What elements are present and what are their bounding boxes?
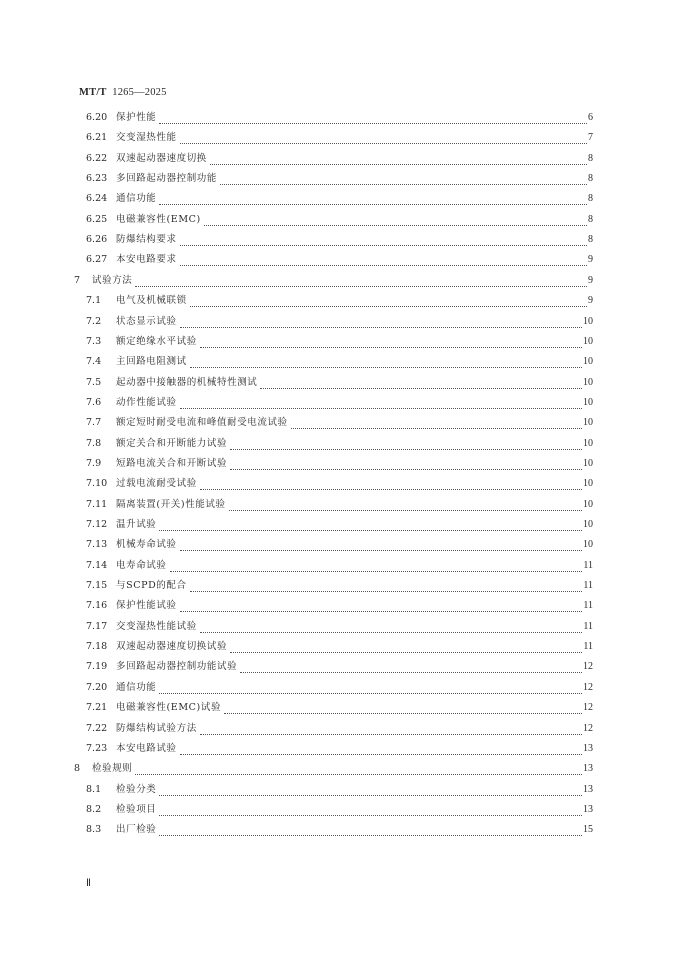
toc-entry[interactable]: [0, 108, 681, 128]
toc-entry[interactable]: [0, 759, 681, 779]
toc-entry-page: 10: [583, 437, 593, 449]
toc-entry-number: 7.18: [86, 641, 108, 653]
toc-leader-dots: [159, 835, 582, 836]
toc-entry-number: 7.4: [86, 356, 102, 368]
toc-entry[interactable]: [0, 515, 681, 535]
toc-entry-title: 短路电流关合和开断试验: [116, 457, 228, 469]
toc-entry-number: 6.20: [86, 112, 108, 123]
toc-entry-line: [116, 169, 593, 189]
toc-entry-number: 8.1: [86, 783, 102, 795]
toc-leader-dots: [224, 713, 582, 714]
toc-entry-number: 7.9: [86, 457, 102, 469]
toc-entry-title: 检验规则: [92, 763, 133, 775]
toc-entry-line: [116, 250, 593, 270]
toc-entry-line: [116, 739, 593, 759]
toc-entry-number: 7.16: [86, 600, 108, 612]
toc-entry-title: 电寿命试验: [116, 559, 167, 571]
toc-entry[interactable]: [0, 291, 681, 311]
toc-entry-number: 6.21: [86, 132, 108, 144]
toc-entry-page: 7: [588, 132, 593, 144]
toc-leader-dots: [230, 652, 582, 653]
toc-entry-page: 12: [583, 722, 593, 734]
toc-entry-page: 9: [588, 274, 593, 286]
toc-entry-title: 通信功能: [116, 681, 157, 693]
toc-entry-number: 7.23: [86, 742, 108, 754]
toc-entry-number: 7.13: [86, 539, 108, 551]
toc-entry-line: [116, 637, 593, 657]
toc-entry[interactable]: [0, 780, 681, 800]
toc-entry-line: [116, 291, 593, 311]
toc-entry-line: [116, 108, 593, 128]
toc-entry-page: 12: [583, 681, 593, 693]
toc-entry[interactable]: [0, 210, 681, 230]
toc-entry[interactable]: [0, 434, 681, 454]
toc-entry-number: 6.23: [86, 173, 108, 185]
toc-entry-number: 7.1: [86, 295, 102, 307]
standard-code: MT/T: [79, 87, 107, 98]
toc-entry-page: 10: [583, 376, 593, 388]
toc-entry-line: [116, 413, 593, 433]
toc-entry-line: [116, 332, 593, 352]
toc-entry-page: 10: [583, 457, 593, 469]
toc-leader-dots: [180, 327, 582, 328]
toc-entry-line: [116, 189, 593, 209]
toc-entry-number: 7.21: [86, 702, 108, 714]
toc-leader-dots: [180, 754, 582, 755]
toc-entry-page: 6: [588, 112, 593, 123]
toc-entry-title: 隔离装置(开关)性能试验: [116, 498, 226, 510]
toc-entry-number: 7.3: [86, 335, 102, 347]
toc-entry-line: [116, 678, 593, 698]
toc-entry-number: 6.24: [86, 193, 108, 205]
toc-entry[interactable]: [0, 596, 681, 616]
toc-leader-dots: [159, 123, 587, 124]
toc-entry[interactable]: [0, 820, 681, 840]
toc-entry-page: 10: [583, 539, 593, 551]
toc-entry-title: 防爆结构要求: [116, 234, 177, 246]
toc-entry-number: 7.11: [86, 498, 108, 510]
toc-entry[interactable]: [0, 556, 681, 576]
toc-leader-dots: [229, 510, 582, 511]
toc-leader-dots: [180, 550, 582, 551]
toc-entry[interactable]: [0, 800, 681, 820]
toc-entry-page: 8: [588, 213, 593, 225]
toc-leader-dots: [230, 469, 582, 470]
toc-entry-title: 出厂检验: [116, 824, 157, 836]
toc-entry-number: 8.3: [86, 824, 102, 836]
toc-entry-page: 10: [583, 478, 593, 490]
toc-entry-page: 10: [583, 519, 593, 530]
toc-entry-title: 主回路电阻测试: [116, 356, 187, 368]
toc-leader-dots: [220, 184, 587, 185]
toc-entry-title: 检验分类: [116, 783, 157, 795]
toc-entry-number: 7.5: [86, 376, 102, 388]
toc-entry-title: 额定绝缘水平试验: [116, 335, 197, 347]
toc-entry-line: [116, 149, 593, 169]
standard-number: 1265—2025: [112, 87, 167, 98]
toc-entry-line: [116, 576, 593, 596]
toc-entry-line: [116, 495, 593, 515]
toc-entry-line: [116, 780, 593, 800]
toc-entry[interactable]: [0, 678, 681, 698]
toc-entry-title: 本安电路要求: [116, 254, 177, 266]
toc-entry-page: 11: [583, 600, 593, 612]
toc-entry-line: [92, 759, 593, 779]
toc-leader-dots: [190, 367, 582, 368]
toc-leader-dots: [200, 489, 582, 490]
toc-entry-number: 7.14: [86, 559, 108, 571]
toc-entry-page: 9: [588, 254, 593, 266]
toc-entry-number: 7.19: [86, 661, 108, 673]
toc-leader-dots: [170, 571, 583, 572]
toc-entry[interactable]: [0, 169, 681, 189]
toc-entry-title: 本安电路试验: [116, 742, 177, 754]
toc-entry[interactable]: [0, 535, 681, 555]
toc-entry-line: [116, 800, 593, 820]
toc-entry[interactable]: [0, 230, 681, 250]
toc-entry-title: 检验项目: [116, 803, 157, 815]
toc-entry-title: 双速起动器速度切换: [116, 152, 207, 164]
toc-entry[interactable]: [0, 739, 681, 759]
toc-entry-title: 保护性能: [116, 112, 157, 123]
toc-entry-title: 交变湿热性能试验: [116, 620, 197, 632]
toc-leader-dots: [159, 530, 582, 531]
toc-entry-line: [116, 393, 593, 413]
toc-leader-dots: [200, 632, 583, 633]
toc-entry[interactable]: [0, 332, 681, 352]
toc-entry-page: 8: [588, 193, 593, 205]
toc-leader-dots: [240, 672, 582, 673]
toc-leader-dots: [159, 693, 582, 694]
toc-entry-number: 6.27: [86, 254, 108, 266]
toc-entry-line: [116, 454, 593, 474]
toc-leader-dots: [260, 388, 582, 389]
toc-entry-line: [116, 596, 593, 616]
toc-leader-dots: [200, 734, 582, 735]
toc-entry-number: 7.15: [86, 580, 108, 592]
toc-entry[interactable]: [0, 454, 681, 474]
toc-entry-title: 额定关合和开断能力试验: [116, 437, 228, 449]
toc-entry-title: 起动器中接触器的机械特性测试: [116, 376, 258, 388]
toc-entry-line: [116, 352, 593, 372]
toc-entry-title: 电气及机械联锁: [116, 295, 187, 307]
toc-leader-dots: [135, 774, 582, 775]
toc-entry-number: 7.10: [86, 478, 108, 490]
toc-entry[interactable]: [0, 719, 681, 739]
toc-entry-line: [116, 820, 593, 840]
toc-entry-title: 与SCPD的配合: [116, 580, 187, 592]
toc-entry-title: 双速起动器速度切换试验: [116, 641, 228, 653]
toc-leader-dots: [180, 245, 587, 246]
toc-entry-line: [92, 271, 593, 291]
toc-entry-line: [116, 474, 593, 494]
toc-leader-dots: [180, 408, 582, 409]
toc-entry-number: 8.2: [86, 803, 102, 815]
toc-entry-line: [116, 230, 593, 250]
toc-entry-page: 15: [583, 824, 593, 836]
toc-entry-title: 通信功能: [116, 193, 157, 205]
toc-leader-dots: [204, 225, 587, 226]
toc-entry-page: 11: [583, 641, 593, 653]
toc-entry-line: [116, 556, 593, 576]
toc-leader-dots: [180, 143, 587, 144]
toc-entry[interactable]: [0, 393, 681, 413]
toc-entry-number: 7.22: [86, 722, 108, 734]
toc-entry-number: 7: [74, 274, 81, 286]
toc-entry-page: 8: [588, 152, 593, 164]
toc-entry-page: 10: [583, 356, 593, 368]
toc-entry-title: 试验方法: [92, 274, 133, 286]
toc-entry-page: 11: [583, 559, 593, 571]
toc-entry-number: 7.20: [86, 681, 108, 693]
toc-entry-number: 7.7: [86, 417, 102, 429]
page-number: Ⅱ: [86, 878, 91, 889]
toc-entry[interactable]: [0, 637, 681, 657]
toc-entry-line: [116, 535, 593, 555]
toc-entry[interactable]: [0, 617, 681, 637]
toc-entry-number: 7.6: [86, 396, 102, 408]
toc-entry-number: 7.8: [86, 437, 102, 449]
toc-entry[interactable]: [0, 149, 681, 169]
toc-entry-page: 10: [583, 315, 593, 327]
toc-entry-number: 7.2: [86, 315, 102, 327]
toc-entry-page: 10: [583, 417, 593, 429]
toc-leader-dots: [180, 265, 587, 266]
toc-entry[interactable]: [0, 413, 681, 433]
toc-leader-dots: [190, 306, 587, 307]
toc-entry-page: 8: [588, 234, 593, 246]
toc-entry-page: 13: [583, 803, 593, 815]
toc-entry-number: 8: [74, 763, 81, 775]
toc-entry[interactable]: [0, 189, 681, 209]
toc-entry[interactable]: [0, 698, 681, 718]
toc-leader-dots: [190, 591, 583, 592]
toc-entry-title: 状态显示试验: [116, 315, 177, 327]
toc-entry-page: 9: [588, 295, 593, 307]
toc-leader-dots: [210, 164, 587, 165]
toc-entry-line: [116, 434, 593, 454]
toc-leader-dots: [159, 795, 582, 796]
toc-entry-title: 过载电流耐受试验: [116, 478, 197, 490]
toc-entry-line: [116, 617, 593, 637]
toc-entry-title: 动作性能试验: [116, 396, 177, 408]
toc-entry[interactable]: [0, 373, 681, 393]
toc-entry-page: 10: [583, 396, 593, 408]
toc-entry-number: 7.12: [86, 519, 108, 530]
toc-entry-page: 13: [583, 783, 593, 795]
toc-entry[interactable]: [0, 576, 681, 596]
toc-entry-line: [116, 515, 593, 535]
toc-entry-title: 多回路起动器控制功能试验: [116, 661, 238, 673]
toc-entry-page: 8: [588, 173, 593, 185]
toc-leader-dots: [159, 204, 587, 205]
toc-entry-title: 防爆结构试验方法: [116, 722, 197, 734]
toc-entry-page: 13: [583, 763, 593, 775]
toc-entry-title: 保护性能试验: [116, 600, 177, 612]
toc-entry-line: [116, 719, 593, 739]
toc-entry-number: 6.26: [86, 234, 108, 246]
toc-entry-title: 交变湿热性能: [116, 132, 177, 144]
toc-leader-dots: [180, 611, 583, 612]
toc-entry-page: 12: [583, 702, 593, 714]
toc-entry-page: 11: [583, 580, 593, 592]
toc-entry-line: [116, 698, 593, 718]
toc-entry-title: 机械寿命试验: [116, 539, 177, 551]
toc-entry-page: 11: [583, 620, 593, 632]
toc-entry[interactable]: [0, 250, 681, 270]
toc-leader-dots: [291, 428, 582, 429]
toc-entry[interactable]: [0, 495, 681, 515]
toc-entry-page: 12: [583, 661, 593, 673]
toc-entry[interactable]: [0, 474, 681, 494]
toc-entry-page: 10: [583, 335, 593, 347]
toc-entry-title: 电磁兼容性(EMC)试验: [116, 702, 222, 714]
toc-entry-page: 13: [583, 742, 593, 754]
toc-entry-line: [116, 657, 593, 677]
toc-entry[interactable]: [0, 312, 681, 332]
toc-entry[interactable]: [0, 128, 681, 148]
toc-entry-line: [116, 373, 593, 393]
toc-entry-title: 温升试验: [116, 519, 157, 530]
toc-entry-line: [116, 128, 593, 148]
toc-entry-number: 7.17: [86, 620, 108, 632]
toc-entry-page: 10: [583, 498, 593, 510]
toc-entry-title: 额定短时耐受电流和峰值耐受电流试验: [116, 417, 288, 429]
toc-entry-number: 6.25: [86, 213, 108, 225]
toc-leader-dots: [135, 286, 587, 287]
toc-leader-dots: [200, 347, 582, 348]
toc-entry[interactable]: [0, 352, 681, 372]
toc-entry[interactable]: [0, 657, 681, 677]
toc-entry-number: 6.22: [86, 152, 108, 164]
toc-entry-line: [116, 312, 593, 332]
toc-leader-dots: [159, 815, 582, 816]
document-header: [79, 87, 167, 98]
toc-entry-title: 多回路起动器控制功能: [116, 173, 218, 185]
toc-entry-title: 电磁兼容性(EMC): [116, 213, 201, 225]
toc-leader-dots: [230, 449, 582, 450]
toc-entry[interactable]: [0, 271, 681, 291]
toc-entry-line: [116, 210, 593, 230]
